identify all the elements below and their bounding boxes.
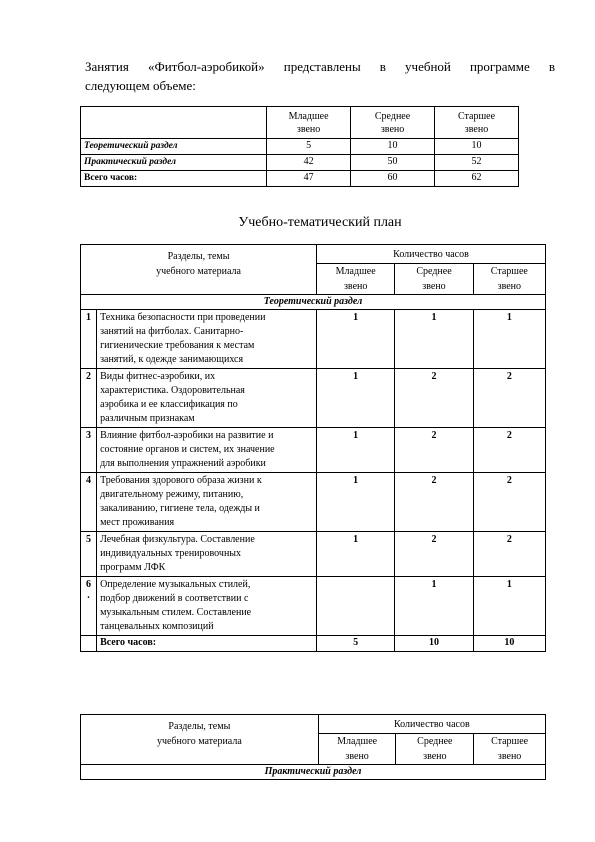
table-header-row bbox=[81, 715, 546, 734]
total-row bbox=[81, 636, 546, 652]
cell-value: 10 bbox=[351, 139, 435, 155]
cell-value: 2 bbox=[473, 532, 545, 577]
header-topics: Разделы, темы учебного материала bbox=[81, 715, 319, 765]
total-number-cell bbox=[81, 636, 97, 652]
cell-value: 60 bbox=[351, 171, 435, 187]
header-middle: Среднее звено bbox=[396, 734, 474, 765]
intro-word: учебной bbox=[405, 59, 451, 74]
header-hours: Количество часов bbox=[318, 715, 545, 734]
header-middle: Среднее звено bbox=[395, 264, 473, 295]
table-row bbox=[81, 155, 519, 171]
row-topic: Виды фитнес-аэробики, их характеристика. Оздоровительная аэробика и ее классификация по различным признакам bbox=[97, 369, 317, 428]
cell-value: 2 bbox=[395, 532, 473, 577]
table-row bbox=[81, 139, 519, 155]
hours-summary-table bbox=[80, 106, 519, 187]
cell-value: 5 bbox=[267, 139, 351, 155]
section-title: Практический раздел bbox=[81, 765, 546, 780]
table-row bbox=[81, 369, 546, 428]
intro-word: в bbox=[548, 59, 555, 74]
cell-value: 1 bbox=[395, 310, 473, 369]
table-row bbox=[81, 428, 546, 473]
intro-paragraph bbox=[85, 57, 555, 95]
row-label: Теоретический раздел bbox=[81, 139, 267, 155]
cell-value: 1 bbox=[473, 310, 545, 369]
table-header-row bbox=[81, 245, 546, 264]
total-label: Всего часов: bbox=[97, 636, 317, 652]
plan-title: Учебно-тематический план bbox=[238, 215, 402, 230]
cell-value: 2 bbox=[473, 473, 545, 532]
intro-line-2: следующем объеме: bbox=[85, 78, 196, 93]
intro-line-1 bbox=[85, 57, 555, 76]
cell-value: 2 bbox=[473, 428, 545, 473]
section-title: Теоретический раздел bbox=[81, 295, 546, 310]
cell-value: 1 bbox=[317, 428, 395, 473]
cell-value: 1 bbox=[473, 577, 545, 636]
row-label: Практический раздел bbox=[81, 155, 267, 171]
cell-value: 2 bbox=[395, 473, 473, 532]
intro-word: представлены bbox=[283, 59, 361, 74]
section-row bbox=[81, 295, 546, 310]
table-row bbox=[81, 532, 546, 577]
cell-value bbox=[317, 577, 395, 636]
header-topics: Разделы, темы учебного материала bbox=[81, 245, 317, 295]
row-topic: Требования здорового образа жизни к двигательному режиму, питанию, закаливанию, гигиене тела, одежды и мест проживания bbox=[97, 473, 317, 532]
cell-value: 2 bbox=[473, 369, 545, 428]
cell-value: 1 bbox=[395, 577, 473, 636]
header-junior: Младшее звено bbox=[267, 107, 351, 139]
row-number: 6 . bbox=[81, 577, 97, 636]
header-hours: Количество часов bbox=[317, 245, 546, 264]
row-topic: Влияние фитбол-аэробики на развитие и состояние органов и систем, их значение для выполнения упражнений аэробики bbox=[97, 428, 317, 473]
table-row bbox=[81, 577, 546, 636]
cell-value: 2 bbox=[395, 369, 473, 428]
table-row bbox=[81, 310, 546, 369]
cell-value: 10 bbox=[473, 636, 545, 652]
row-topic: Техника безопасности при проведении занятий на фитболах. Санитарно- гигиенические требования к местам занятий, к одежде занимающихся bbox=[97, 310, 317, 369]
intro-word: «Фитбол-аэробикой» bbox=[147, 59, 265, 74]
cell-value: 5 bbox=[317, 636, 395, 652]
header-junior: Младшее звено bbox=[317, 264, 395, 295]
cell-value: 10 bbox=[435, 139, 519, 155]
cell-value: 2 bbox=[395, 428, 473, 473]
header-junior: Младшее звено bbox=[318, 734, 396, 765]
header-senior: Старшее звено bbox=[473, 264, 545, 295]
practical-plan-table bbox=[80, 714, 546, 780]
row-number: 2 bbox=[81, 369, 97, 428]
header-middle: Среднее звено bbox=[351, 107, 435, 139]
row-topic: Лечебная физкультура. Составление индивидуальных тренировочных программ ЛФК bbox=[97, 532, 317, 577]
row-number: 1 bbox=[81, 310, 97, 369]
intro-word: в bbox=[379, 59, 386, 74]
row-number: 5 bbox=[81, 532, 97, 577]
cell-value: 52 bbox=[435, 155, 519, 171]
cell-value: 62 bbox=[435, 171, 519, 187]
header-senior: Старшее звено bbox=[435, 107, 519, 139]
table-header-row bbox=[81, 107, 519, 139]
row-number: 4 bbox=[81, 473, 97, 532]
row-topic: Определение музыкальных стилей, подбор движений в соответствии с музыкальным стилем. Составление танцевальных композиций bbox=[97, 577, 317, 636]
intro-word: программе bbox=[469, 59, 530, 74]
row-number: 3 bbox=[81, 428, 97, 473]
intro-word: Занятия bbox=[85, 59, 129, 74]
cell-value: 1 bbox=[317, 369, 395, 428]
thematic-plan-table bbox=[80, 244, 546, 652]
header-empty-cell bbox=[81, 107, 267, 139]
cell-value: 1 bbox=[317, 310, 395, 369]
table-row bbox=[81, 171, 519, 187]
row-label: Всего часов: bbox=[81, 171, 267, 187]
cell-value: 42 bbox=[267, 155, 351, 171]
cell-value: 50 bbox=[351, 155, 435, 171]
header-senior: Старшее звено bbox=[474, 734, 546, 765]
section-row bbox=[81, 765, 546, 780]
cell-value: 10 bbox=[395, 636, 473, 652]
cell-value: 1 bbox=[317, 532, 395, 577]
cell-value: 47 bbox=[267, 171, 351, 187]
table-row bbox=[81, 473, 546, 532]
cell-value: 1 bbox=[317, 473, 395, 532]
